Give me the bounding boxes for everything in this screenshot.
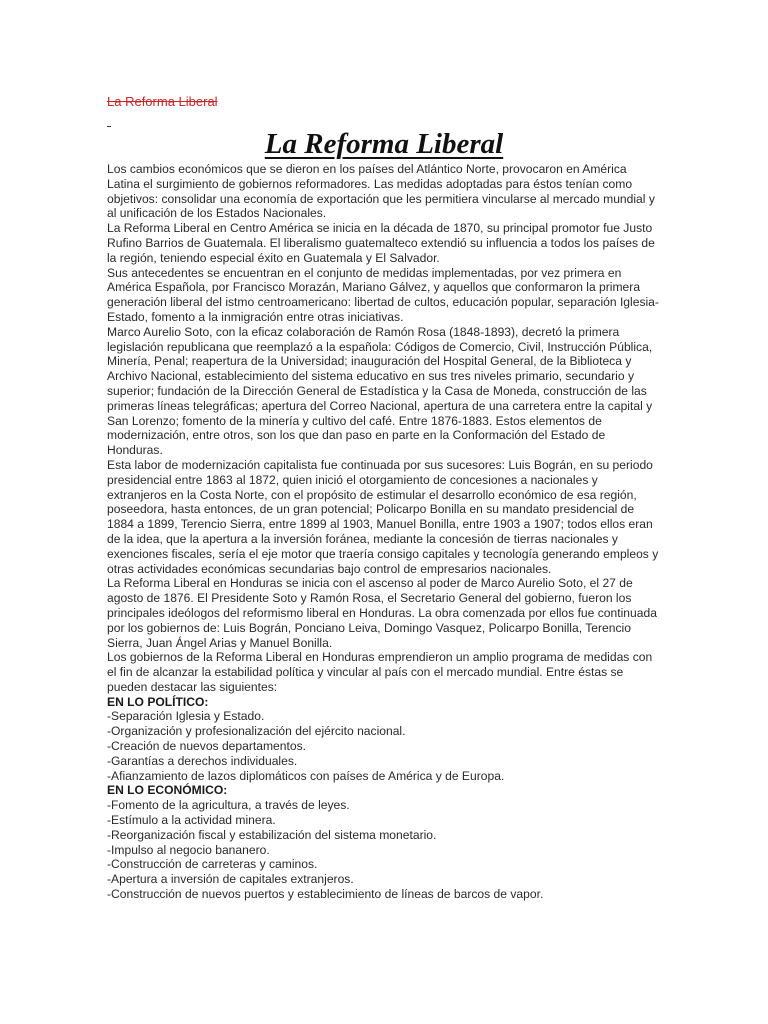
political-item: -Organización y profesionalización del ejército nacional. [107, 724, 406, 739]
page-title [0, 124, 768, 164]
economic-item: -Construcción de nuevos puertos y establecimiento de líneas de barcos de vapor. [107, 887, 544, 902]
paragraph: Los cambios económicos que se dieron en los países del Atlántico Norte, provocaron en América Latina el surgimiento de gobiernos reformadores. Las medidas adoptadas para éstos tenían como objetivos: consolidar una economía de exportación que les permitiera vincularse al mercado mundial y al unificación de los Estados Nacionales. [107, 162, 655, 221]
economic-item: -Estímulo a la actividad minera. [107, 813, 276, 828]
paragraph: La Reforma Liberal en Honduras se inicia con el ascenso al poder de Marco Aurelio Soto, el 27 de agosto de 1876. El Presidente Soto y Ramón Rosa, el Secretario General del gobierno, fueron los principales ideólogos del reformismo liberal en Honduras. La obra comenzada por ellos fue continuada por los gobiernos de: Luis Bográn, Ponciano Leiva, Domingo Vasquez, Policarpo Bonilla, Terencio Sierra, Juan Ángel Arias y Manuel Bonilla. [107, 576, 657, 650]
paragraph: La Reforma Liberal en Centro América se inicia en la década de 1870, su principal promotor fue Justo Rufino Barrios de Guatemala. El liberalismo guatemalteco extendió su influencia a todos los países de la región, teniendo especial éxito en Guatemala y El Salvador. [107, 221, 655, 265]
political-item: -Separación Iglesia y Estado. [107, 709, 265, 724]
economic-item: -Apertura a inversión de capitales extranjeros. [107, 872, 354, 887]
document-title-link[interactable]: La Reforma Liberal [107, 94, 218, 109]
article-body [107, 162, 659, 902]
economic-item: -Construcción de carreteras y caminos. [107, 857, 318, 872]
political-heading: EN LO POLÍTICO: [107, 694, 209, 709]
paragraph: Sus antecedentes se encuentran en el conjunto de medidas implementadas, por vez primera en América Española, por Francisco Morazán, Mariano Gálvez, y aquellos que conformaron la primera generación liberal del istmo centroamericano: libertad de cultos, educación popular, separación Iglesia-Estado, fomento a la inmigración entre otras iniciativas. [107, 265, 659, 324]
economic-item: -Impulso al negocio bananero. [107, 842, 270, 857]
economic-item: -Reorganización fiscal y estabilización del sistema monetario. [107, 827, 437, 842]
paragraph: Marco Aurelio Soto, con la eficaz colaboración de Ramón Rosa (1848-1893), decretó la primera legislación republicana que reemplazó a la española: Códigos de Comercio, Civil, Instrucción Pública, Minería, Penal; reapertura de la Universidad; inauguración del Hospital General, de la Biblioteca y Archivo Nacional, establecimiento del sistema educativo en sus tres niveles primario, secundario y superior; fundación de la Dirección General de Estadística y la Casa de Moneda, construcción de las primeras líneas telegráficas; apertura del Correo Nacional, apertura de una carretera entre la capital y San Lorenzo; fomento de la minería y cultivo del café. Entre 1876-1883. Estos elementos de modernización, entre otros, son los que dan paso en parte en la Conformación del Estado de Honduras. [107, 324, 653, 458]
political-item: -Garantías a derechos individuales. [107, 753, 298, 768]
paragraph: Esta labor de modernización capitalista fue continuada por sus sucesores: Luis Bográn, en su periodo presidencial entre 1863 al 1872, quien inició el otorgamiento de concesiones a nacionales y extranjeros en la Costa Norte, con el propósito de estimular el desarrollo económico de esa región, poseedora, hasta entonces, de un gran potencial; Policarpo Bonilla en su mandato presidencial de 1884 a 1899, Terencio Sierra, entre 1899 al 1903, Manuel Bonilla, entre 1903 a 1907; todos ellos eran de la idea, que la apertura a la inversión foránea, mediante la concesión de tierras nacionales y exenciones fiscales, sería el eje motor que traería consigo capitales y tecnología generando empleos y otras actividades económicas secundarias bajo control de empresarios nacionales. [107, 457, 659, 576]
economic-item: -Fomento de la agricultura, a través de leyes. [107, 798, 350, 813]
paragraph: Los gobiernos de la Reforma Liberal en Honduras emprendieron un amplio programa de medidas con el fin de alcanzar la estabilidad política y vincular al país con el mercado mundial. Entre éstas se pueden destacar las siguientes: [107, 650, 653, 694]
political-item: -Afianzamiento de lazos diplomáticos con países de América y de Europa. [107, 768, 505, 783]
page-title-text: La Reforma Liberal [264, 128, 504, 160]
economic-heading: EN LO ECONÓMICO: [107, 783, 228, 798]
political-item: -Creación de nuevos departamentos. [107, 739, 306, 754]
